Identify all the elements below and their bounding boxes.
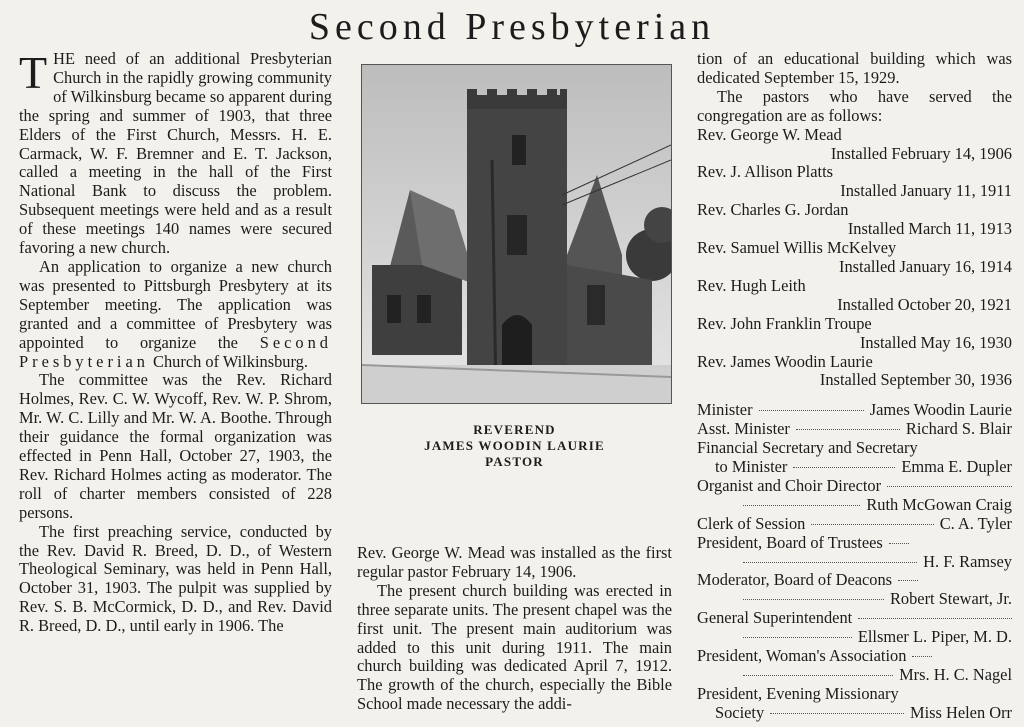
pastor-entry xyxy=(697,315,1012,353)
officer-minister xyxy=(697,401,1012,420)
middle-column xyxy=(357,50,672,714)
application-paragraph xyxy=(19,258,332,371)
officer-role-line: President, Evening Missionary xyxy=(697,683,899,703)
pastor-installed: Installed May 16, 1930 xyxy=(859,332,1012,352)
leader-dots xyxy=(743,599,884,600)
officer-role-line xyxy=(697,534,1012,553)
officer-deacons xyxy=(697,590,1012,609)
leader-dots xyxy=(898,580,918,581)
officer-role-line xyxy=(697,477,1012,496)
drop-cap: T xyxy=(19,47,48,98)
officer-name: Miss Helen Orr xyxy=(910,702,1012,722)
officer-role: General Superintendent xyxy=(697,608,853,628)
intro-paragraph xyxy=(19,47,332,258)
officer-name: Ruth McGowan Craig xyxy=(866,494,1012,514)
officer-name: James Woodin Laurie xyxy=(869,400,1012,420)
page-title: Second Presbyterian xyxy=(308,6,716,48)
officer-name: C. A. Tyler xyxy=(939,513,1012,533)
leader-dots xyxy=(759,410,864,411)
caption-line-3: PASTOR xyxy=(485,454,544,469)
officer-superintendent xyxy=(697,628,1012,647)
pastor-installed: Installed January 11, 1911 xyxy=(840,181,1012,201)
officer-name: Ellsmer L. Piper, M. D. xyxy=(857,627,1012,647)
pastor-entry xyxy=(697,277,1012,315)
officer-role-line: Financial Secretary and Secretary xyxy=(697,438,918,458)
leader-dots xyxy=(743,562,917,563)
pastors-intro: The pastors who have served the congregation are as follows: xyxy=(697,86,1012,125)
leader-dots xyxy=(770,713,904,714)
leader-dots xyxy=(796,429,900,430)
application-text: An application to organize a new church was presented to Pittsburgh Presbytery at its September meeting. The application was granted and a committee of Presbytery was appointed to organize the xyxy=(19,256,332,352)
caption-line-1: REVEREND xyxy=(473,422,556,437)
leader-dots xyxy=(889,543,909,544)
officer-asst-minister xyxy=(697,420,1012,439)
pastor-entry xyxy=(697,353,1012,391)
officer-name: Mrs. H. C. Nagel xyxy=(899,665,1012,684)
church-illustration xyxy=(362,65,671,403)
pastor-entry xyxy=(697,201,1012,239)
officer-role: President, Woman's Association xyxy=(697,646,907,666)
pastor-installed: Installed January 16, 1914 xyxy=(839,256,1012,276)
leader-dots xyxy=(887,486,1012,487)
left-column xyxy=(19,47,332,636)
officer-role: Clerk of Session xyxy=(697,513,806,533)
officer-role: President, Board of Trustees xyxy=(697,532,883,552)
continuation-paragraph: tion of an educational building which was dedicated September 15, 1929. xyxy=(697,49,1012,87)
officer-organist xyxy=(697,496,1012,515)
leader-dots xyxy=(912,656,932,657)
leader-dots xyxy=(858,618,1012,619)
officer-role: to Minister xyxy=(715,457,788,477)
officer-name: Richard S. Blair xyxy=(905,419,1012,439)
officer-name: H. F. Ramsey xyxy=(923,551,1012,571)
officer-role: Moderator, Board of Deacons xyxy=(697,570,893,590)
officer-financial-secretary xyxy=(697,458,1012,477)
pastor-entry xyxy=(697,163,1012,201)
officer-womans-association xyxy=(697,666,1012,685)
first-pastor-paragraph: Rev. George W. Mead was installed as the first regular pastor February 14, 1906. xyxy=(357,543,672,581)
pastors-list xyxy=(697,126,1012,391)
committee-paragraph: The committee was the Rev. Richard Holmes, Rev. C. W. Wycoff, Rev. W. P. Shrom, Mr. W. C. Lilly and Mr. W. A. Boothe. Through their guidance the formal organization was effected in Penn Hall, October 27, 1903, the Rev. Richard Holmes acting as moderator. The roll of charter members consisted of 228 persons. xyxy=(19,370,332,522)
caption-line-2: JAMES WOODIN LAURIE xyxy=(424,438,605,453)
pastor-name: Rev. Hugh Leith xyxy=(697,275,806,295)
officer-name: Robert Stewart, Jr. xyxy=(889,589,1012,609)
officers-list xyxy=(697,401,1012,722)
leader-dots xyxy=(743,505,860,506)
pastor-name: Rev. John Franklin Troupe xyxy=(697,313,872,333)
photo-caption xyxy=(357,422,672,470)
officer-missionary-society xyxy=(697,704,1012,723)
officer-role: Organist and Choir Director xyxy=(697,475,882,495)
right-column xyxy=(697,50,1012,723)
pastor-installed: Installed February 14, 1906 xyxy=(830,143,1012,163)
officer-trustees xyxy=(697,553,1012,572)
pastor-name: Rev. James Woodin Laurie xyxy=(697,351,873,371)
officer-role: Asst. Minister xyxy=(697,419,790,439)
officer-role: Society xyxy=(715,702,765,722)
pastor-name: Rev. J. Allison Platts xyxy=(697,162,833,182)
church-photo xyxy=(361,64,672,404)
officer-role-line xyxy=(697,609,1012,628)
church-name-spaced: Second Presbyterian xyxy=(19,332,332,371)
officer-name: Emma E. Dupler xyxy=(901,457,1012,477)
pastor-name: Rev. Charles G. Jordan xyxy=(697,200,849,220)
building-paragraph: The present church building was erected in three separate units. The present chapel was the first unit. The present main auditorium was added to this unit during 1911. The main church building was dedicated April 7, 1912. The growth of the church, especially the Bible School made necessary the addi- xyxy=(357,580,672,714)
first-service-paragraph: The first preaching service, conducted by the Rev. David R. Breed, D. D., of Western Theological Seminary, was held in Penn Hall, October 31, 1903. The pulpit was supplied by Rev. S. B. McCormick, D. D., and Rev. David R. Breed, D. D., until early in 1906. The xyxy=(19,521,332,636)
pastor-entry xyxy=(697,126,1012,164)
officer-role-line xyxy=(697,647,1012,666)
officer-role-line xyxy=(697,571,1012,590)
leader-dots xyxy=(743,637,852,638)
leader-dots xyxy=(793,467,895,468)
pastor-installed: Installed March 11, 1913 xyxy=(847,219,1012,239)
leader-dots xyxy=(743,675,893,676)
officer-role: Minister xyxy=(697,400,753,420)
officer-clerk xyxy=(697,515,1012,534)
pastor-entry xyxy=(697,239,1012,277)
pastor-name: Rev. George W. Mead xyxy=(697,124,842,144)
application-text-end: Church of Wilkinsburg. xyxy=(153,351,308,371)
pastor-installed: Installed October 20, 1921 xyxy=(837,294,1012,314)
leader-dots xyxy=(811,524,933,525)
pastor-installed: Installed September 30, 1936 xyxy=(819,370,1012,390)
intro-text: HE need of an additional Presbyterian Church in the rapidly growing community of Wilkinsburg became so apparent during the spring and summer of 1903, that three Elders of the First Church, Messrs. H. E. Carmack, W. F. Bremner and E. T. Jackson, called a meeting in the hall of the First National Bank to discuss the problem. Subsequent meetings were held and as a result of these meetings 140 names were secured favoring a new church. xyxy=(19,49,332,258)
pastor-name: Rev. Samuel Willis McKelvey xyxy=(697,238,897,258)
